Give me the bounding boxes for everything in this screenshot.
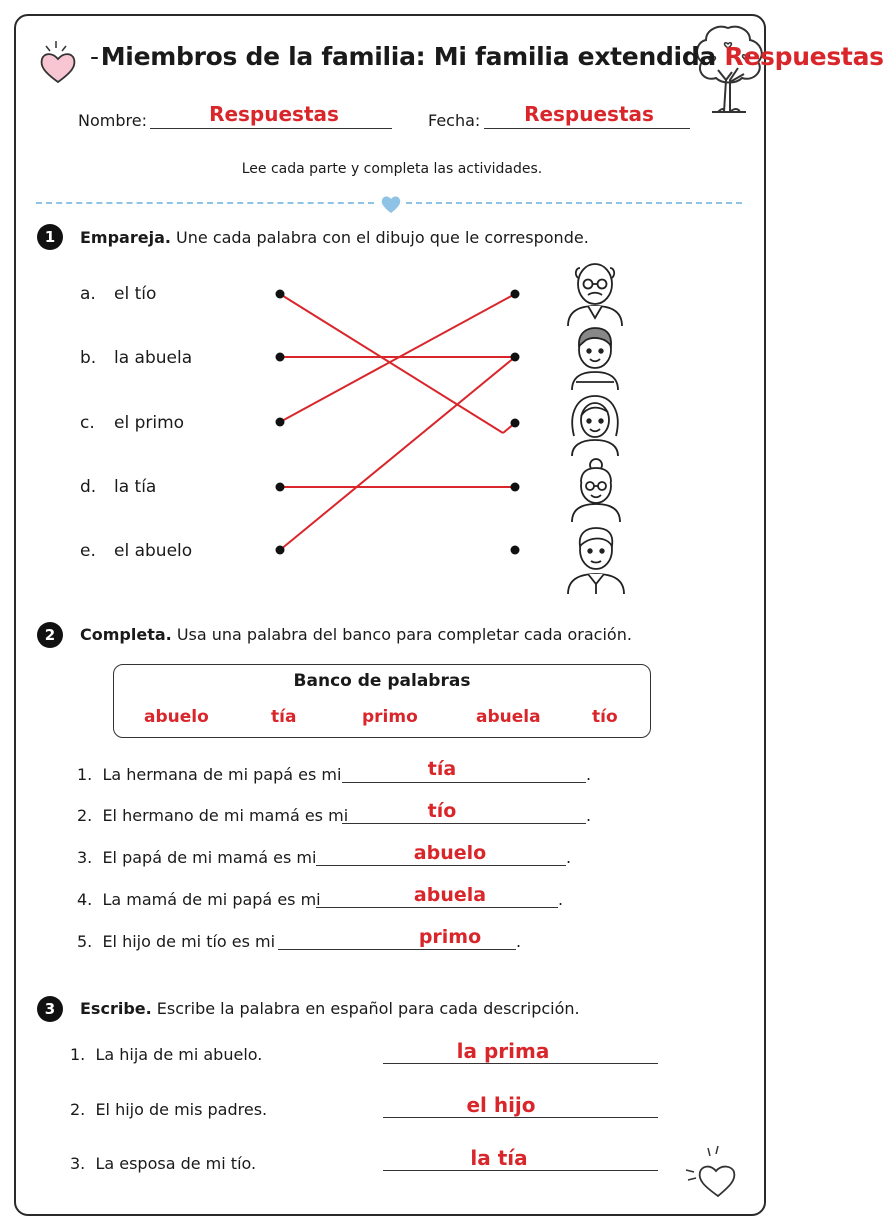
blank-line (342, 782, 586, 783)
outline-heart-icon (684, 1144, 742, 1200)
dot-left-a (276, 290, 285, 299)
sentence-end: . (516, 932, 522, 951)
section-1-heading: Empareja. Une cada palabra con el dibujo que le corresponde. (80, 228, 589, 247)
match-item-b: b. la abuela (80, 348, 193, 368)
bank-word: abuela (476, 707, 541, 727)
sentence-1: 1. La hermana de mi papá es mi (77, 765, 342, 784)
match-item-c: c. el primo (80, 413, 185, 433)
describe-item-2: 2. El hijo de mis padres. (70, 1100, 268, 1119)
blank-line (316, 907, 558, 908)
sentence-end: . (586, 806, 592, 825)
date-value: Respuestas (524, 102, 654, 126)
blank-line (342, 823, 586, 824)
section-2-number: 2 (37, 622, 63, 648)
instructions: Lee cada parte y completa las actividades. (241, 161, 543, 177)
dot-left-e (276, 546, 285, 555)
bank-word: primo (362, 707, 418, 727)
describe-answer-1: la prima (456, 1039, 550, 1063)
bank-word: tío (592, 707, 618, 727)
page-title: -Miembros de la familia: Mi familia extendida Respuestas (90, 42, 884, 71)
describe-answer-2: el hijo (466, 1093, 536, 1117)
sentence-end: . (566, 848, 572, 867)
sentence-2: 2. El hermano de mi mamá es mi (77, 806, 349, 825)
match-item-e: e. el abuelo (80, 541, 193, 561)
sentence-4-answer: abuela (413, 884, 487, 906)
dot-left-b (276, 353, 285, 362)
sentence-2-answer: tío (427, 800, 457, 822)
sentence-5-answer: primo (418, 926, 482, 948)
bank-word: abuelo (144, 707, 209, 727)
grandpa-icon (562, 256, 628, 326)
sentence-3-answer: abuelo (413, 842, 487, 864)
sentence-3: 3. El papá de mi mamá es mi (77, 848, 317, 867)
date-label: Fecha: (428, 111, 481, 130)
sentence-end: . (586, 765, 592, 784)
blank-line (278, 949, 516, 950)
dot-left-d (276, 483, 285, 492)
dot-right-4 (511, 483, 520, 492)
bank-word: tía (271, 707, 297, 727)
dot-right-3 (511, 419, 520, 428)
title-answers-badge: Respuestas (724, 42, 884, 71)
describe-item-1: 1. La hija de mi abuelo. (70, 1045, 263, 1064)
match-item-d: d. la tía (80, 477, 157, 497)
section-2-heading: Completa. Usa una palabra del banco para completar cada oración. (80, 625, 632, 644)
sentence-1-answer: tía (427, 758, 457, 780)
dot-right-2 (511, 353, 520, 362)
word-bank (113, 664, 651, 738)
boy-icon (566, 322, 624, 390)
matching-lines (0, 0, 784, 620)
name-value: Respuestas (209, 102, 339, 126)
answer-line (383, 1063, 658, 1064)
describe-answer-3: la tía (470, 1146, 528, 1170)
dot-left-c (276, 418, 285, 427)
section-3-number: 3 (37, 996, 63, 1022)
section-1-number: 1 (37, 224, 63, 250)
dot-right-5 (511, 546, 520, 555)
dot-right-1 (511, 290, 520, 299)
answer-line (383, 1117, 658, 1118)
section-3-heading: Escribe. Escribe la palabra en español para cada descripción. (80, 999, 580, 1018)
name-label: Nombre: (78, 111, 147, 130)
sentence-5: 5. El hijo de mi tío es mi (77, 932, 276, 951)
match-item-a: a. el tío (80, 284, 157, 304)
man-icon (564, 522, 628, 594)
blank-line (316, 865, 566, 866)
match-line-a (280, 294, 503, 433)
sentence-4: 4. La mamá de mi papá es mi (77, 890, 321, 909)
answer-line (383, 1170, 658, 1171)
woman-icon (564, 392, 626, 456)
grandma-icon (566, 456, 626, 522)
match-line-e (280, 357, 515, 550)
word-bank-title: Banco de palabras (293, 671, 471, 691)
sentence-end: . (558, 890, 564, 909)
describe-item-3: 3. La esposa de mi tío. (70, 1154, 257, 1173)
